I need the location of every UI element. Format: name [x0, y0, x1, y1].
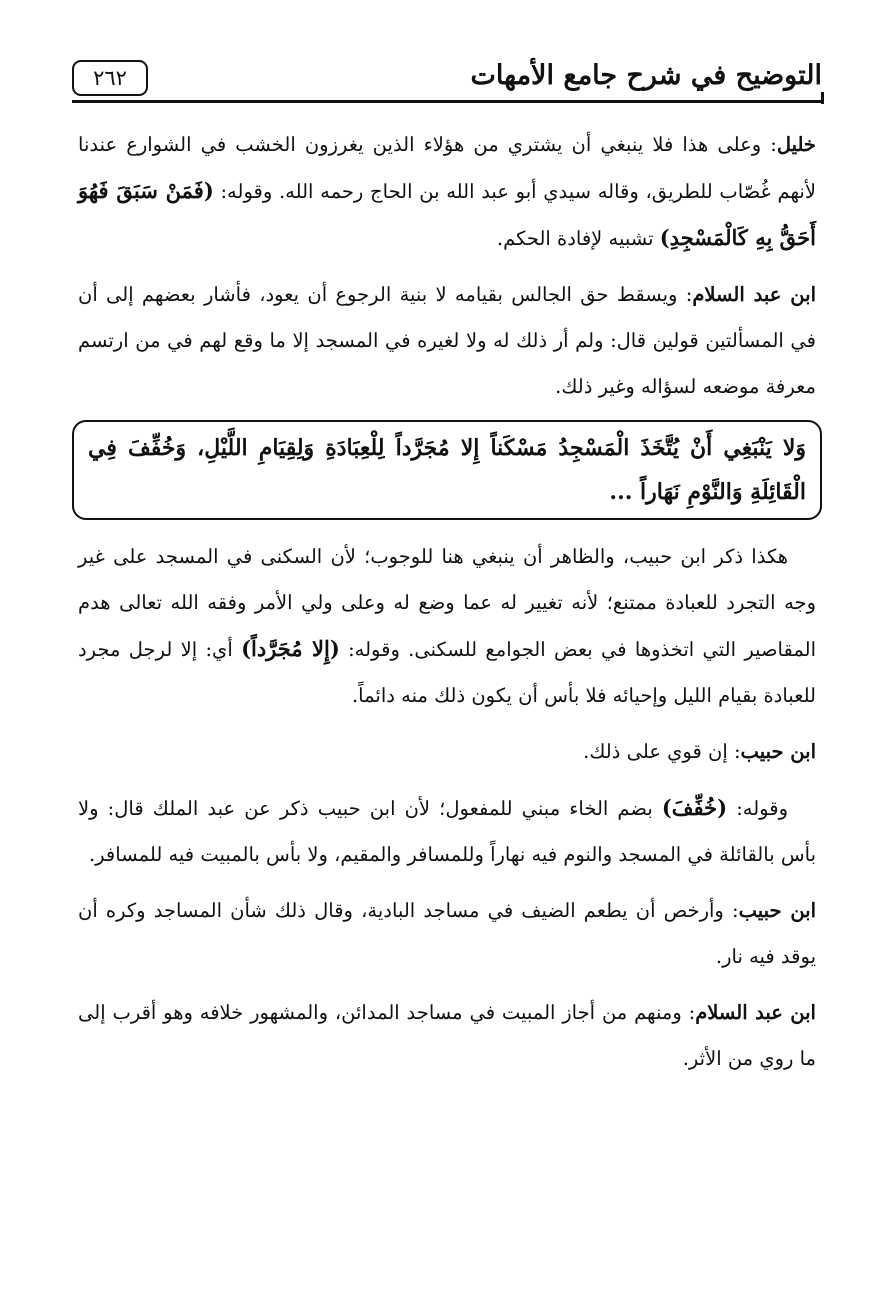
- speaker-name: ابن عبد السلام: [695, 1001, 816, 1024]
- commentary-paragraph: [78, 534, 816, 719]
- paragraph-text: هكذا ذكر ابن حبيب، والظاهر أن ينبغي هنا للوجوب؛ لأن السكنى في المسجد على غير وجه التجرد للعبادة ممتنع؛ لأنه تغيير له عما وضع له وعلى ولي الأمر وفقه الله تعالى هدم المقاصير التي اتخذوها في بعض الجوامع للسكنى. وقوله:: [78, 545, 816, 661]
- page-number-box: ٢٦٢: [72, 60, 148, 96]
- paragraph-text: : ومنهم من أجاز المبيت في مساجد المدائن، والمشهور خلافه وهو أقرب إلى ما روي من الأثر.: [78, 1001, 816, 1070]
- quoted-text: (فَمَنْ سَبَقَ فَهُوَ أَحَقُّ بِهِ كَالْمَسْجِدِ): [78, 178, 816, 250]
- paragraph-ibn-abd-alsalam: [78, 990, 816, 1082]
- matn-box: وَلا يَنْبَغِي أَنْ يُتَّخَذَ الْمَسْجِدُ مَسْكَناً إِلا مُجَرَّداً لِلْعِبَادَةِ وَلِقِيَامِ اللَّيْلِ، وَخُفِّفَ فِي الْقَائِلَةِ وَالنَّوْمِ نَهَاراً ...: [72, 420, 822, 520]
- paragraph-text: بضم الخاء مبني للمفعول؛ لأن ابن حبيب ذكر عن عبد الملك قال: ولا بأس بالقائلة في المسجد والنوم فيه نهاراً وللمسافر والمقيم، ولا بأس بالمبيت فيه للمسافر.: [78, 797, 816, 866]
- header-rule-corner: [815, 92, 824, 104]
- quoted-text: (إِلا مُجَرَّداً): [241, 636, 340, 661]
- page-header: [72, 50, 822, 106]
- speaker-name: خليل: [776, 133, 816, 156]
- paragraph-text: وقوله:: [727, 797, 788, 820]
- paragraph-text: : إن قوي على ذلك.: [583, 740, 741, 763]
- paragraph-text: : وعلى هذا فلا ينبغي أن يشتري من هؤلاء الذين يغرزون الخشب في الشوارع عندنا لأنهم غُصّاب للطريق، وقاله سيدي أبو عبد الله بن الحاج رحمه الله. وقوله:: [78, 133, 816, 203]
- commentary-paragraph: [78, 785, 816, 878]
- speaker-name: ابن عبد السلام: [692, 283, 816, 306]
- quoted-text: (خُفِّفَ): [661, 795, 728, 820]
- speaker-name: ابن حبيب: [738, 899, 817, 922]
- paragraph-text: أي: إلا لرجل مجرد للعبادة بقيام الليل وإحيائه فلا بأس أن يكون ذلك منه دائماً.: [78, 638, 816, 707]
- page-body: [78, 122, 816, 1092]
- paragraph-ibn-abd-alsalam: [78, 272, 816, 410]
- paragraph-khalil: [78, 122, 816, 262]
- paragraph-text: تشبيه لإفادة الحكم.: [496, 227, 660, 250]
- header-rule: [72, 100, 822, 103]
- paragraph-text: : وأرخص أن يطعم الضيف في مساجد البادية، وقال ذلك شأن المساجد وكره أن يوقد فيه نار.: [78, 899, 816, 968]
- paragraph-ibn-habib: [78, 729, 816, 775]
- running-title: التوضيح في شرح جامع الأمهات: [470, 60, 822, 91]
- paragraph-ibn-habib: [78, 888, 816, 980]
- speaker-name: ابن حبيب: [740, 740, 816, 763]
- paragraph-text: : ويسقط حق الجالس بقيامه لا بنية الرجوع أن يعود، فأشار بعضهم إلى أن في المسألتين قولين قال: ولم أر ذلك له ولا لغيره في المسجد إلا ما وقع لهم في من ارتسم معرفة موضعه لسؤاله وغير ذلك.: [78, 283, 816, 398]
